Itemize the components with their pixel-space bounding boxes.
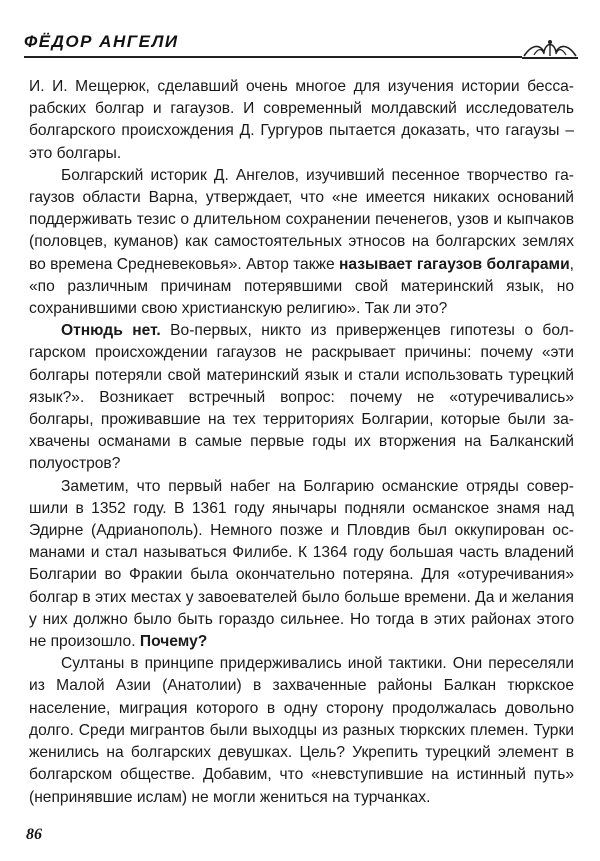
- paragraph-2: [29, 165, 574, 320]
- paragraph-3-text: Во-первых, никто из приверженцев гипотезы о болгарском происхождении гагаузов не раскрывает причины: почему «эти болгары потеряли свой материнский язык и стали использовать турецкий язык?». Возникает встречный вопрос: почему не «отуречивались» болгары, проживавшие на тех территориях Болгарии, которые были захвачены османами в самые первые годы их вторжения на Балканский полуостров?: [29, 322, 574, 473]
- paragraph-4-emphasis: Почему?: [139, 633, 208, 651]
- ornament-icon: [520, 38, 580, 60]
- paragraph-3: [29, 320, 574, 475]
- running-head-title: ФЁДОР АНГЕЛИ: [24, 32, 179, 51]
- paragraph-2-emphasis: называет гагаузов болгарами: [339, 255, 570, 273]
- page-number: 86: [26, 826, 42, 843]
- paragraph-5-text: Султаны в принципе придерживались иной тактики. Они переселяли из Малой Азии (Анатолии) в захваченные районы Балкан тюркское население, миграция которого в одну сторону продолжалась довольно долго. Среди мигрантов были выходцы из разных тюркских племен. Турки женились на болгарских девушках. Цель? Укрепить турецкий элемент в болгарском обществе. Добавим, что «невступившие на истинный путь» (непринявшие ислам) не могли жениться на турчанках.: [29, 655, 574, 806]
- paragraph-4: [29, 476, 574, 654]
- paragraph-1-text: И. И. Мещерюк, сделавший очень многое для изучения истории бессарабских болгар и гагаузов. И современный молдавский исследователь болгарского происхождения Д. Гургуров пытается доказать, что гагаузы – это болгары.: [29, 78, 574, 162]
- paragraph-4-text: Заметим, что первый набег на Болгарию османские отряды совершили в 1352 году. В 1361 году янычары подняли османское знамя над Эдирне (Адрианополь). Немного позже и Пловдив был оккупирован османами и стал называться Филибе. К 1364 году большая часть владений Болгарии во Фракии была окончательно потеряна. Для «отуречивания» болгар в этих местах у завоевателей было больше времени. Да и желания у них должно было быть гораздо сильнее. Но тогда в этих районах этого не произошло.: [29, 477, 574, 651]
- paragraph-1: [29, 76, 574, 165]
- body-text: [29, 76, 574, 809]
- page-header: [24, 30, 580, 58]
- header-rule: [24, 56, 522, 58]
- paragraph-5: [29, 653, 574, 808]
- paragraph-2-text-a: Болгарский историк Д. Ангелов, изучивший песенное творчество гагаузов области Варна, утверждает, что «не имеется никаких оснований поддерживать тезис о длительном сохранении печенегов, узов и кыпчаков (половцев, куманов) как самостоятельных этносов на болгарских землях во времена Средневековья». Автор также: [29, 166, 574, 273]
- paragraph-2-text-b: , «по различным причинам потерявшими свой материнский язык, но сохранившими свою христианскую религию». Так ли это?: [29, 255, 574, 318]
- paragraph-3-emphasis: Отнюдь нет.: [61, 322, 161, 340]
